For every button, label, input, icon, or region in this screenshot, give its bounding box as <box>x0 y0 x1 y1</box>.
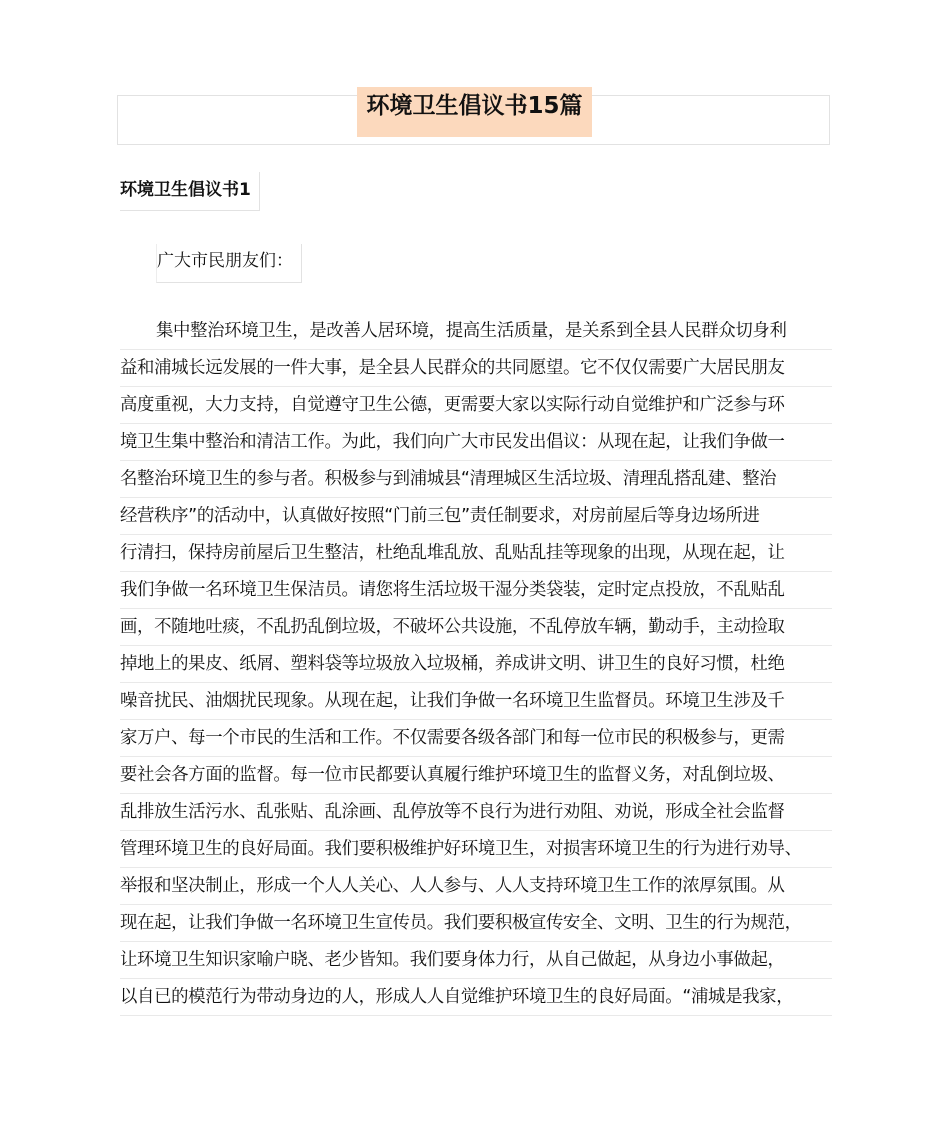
body-line: 集中整治环境卫生，是改善人居环境，提高生活质量，是关系到全县人民群众切身利 <box>120 313 832 350</box>
body-line: 举报和坚决制止，形成一个人人关心、人人参与、人人支持环境卫生工作的浓厚氛围。从 <box>120 868 832 905</box>
body-line: 现在起，让我们争做一名环境卫生宣传员。我们要积极宣传安全、文明、卫生的行为规范， <box>120 905 832 942</box>
body-line: 噪音扰民、油烟扰民现象。从现在起，让我们争做一名环境卫生监督员。环境卫生涉及千 <box>120 683 832 720</box>
body-line: 家万户、每一个市民的生活和工作。不仅需要各级各部门和每一位市民的积极参与，更需 <box>120 720 832 757</box>
body-line: 乱排放生活污水、乱张贴、乱涂画、乱停放等不良行为进行劝阻、劝说，形成全社会监督 <box>120 794 832 831</box>
body-line: 行清扫，保持房前屋后卫生整洁，杜绝乱堆乱放、乱贴乱挂等现象的出现，从现在起，让 <box>120 535 832 572</box>
body-line: 经营秩序”的活动中，认真做好按照“门前三包”责任制要求，对房前屋后等身边场所进 <box>120 498 832 535</box>
greeting-line: 广大市民朋友们： <box>156 244 302 283</box>
body-line: 管理环境卫生的良好局面。我们要积极维护好环境卫生，对损害环境卫生的行为进行劝导、 <box>120 831 832 868</box>
body-line: 画，不随地吐痰，不乱扔乱倒垃圾，不破坏公共设施，不乱停放车辆，勤动手，主动捡取 <box>120 609 832 646</box>
body-line: 益和浦城长远发展的一件大事，是全县人民群众的共同愿望。它不仅仅需要广大居民朋友 <box>120 350 832 387</box>
body-line: 让环境卫生知识家喻户晓、老少皆知。我们要身体力行，从自己做起，从身边小事做起， <box>120 942 832 979</box>
body-line: 名整治环境卫生的参与者。积极参与到浦城县“清理城区生活垃圾、清理乱搭乱建、整治 <box>120 461 832 498</box>
body-line: 要社会各方面的监督。每一位市民都要认真履行维护环境卫生的监督义务，对乱倒垃圾、 <box>120 757 832 794</box>
section-heading: 环境卫生倡议书1 <box>120 172 260 211</box>
body-text <box>120 313 832 1016</box>
body-line: 掉地上的果皮、纸屑、塑料袋等垃圾放入垃圾桶，养成讲文明、讲卫生的良好习惯，杜绝 <box>120 646 832 683</box>
body-line: 我们争做一名环境卫生保洁员。请您将生活垃圾干湿分类袋装，定时定点投放，不乱贴乱 <box>120 572 832 609</box>
body-line: 境卫生集中整治和清洁工作。为此，我们向广大市民发出倡议：从现在起，让我们争做一 <box>120 424 832 461</box>
body-line: 高度重视，大力支持，自觉遵守卫生公德，更需要大家以实际行动自觉维护和广泛参与环 <box>120 387 832 424</box>
body-line: 以自已的模范行为带动身边的人，形成人人自觉维护环境卫生的良好局面。“浦城是我家， <box>120 979 832 1016</box>
document-title: 环境卫生倡议书15篇 <box>357 87 592 137</box>
